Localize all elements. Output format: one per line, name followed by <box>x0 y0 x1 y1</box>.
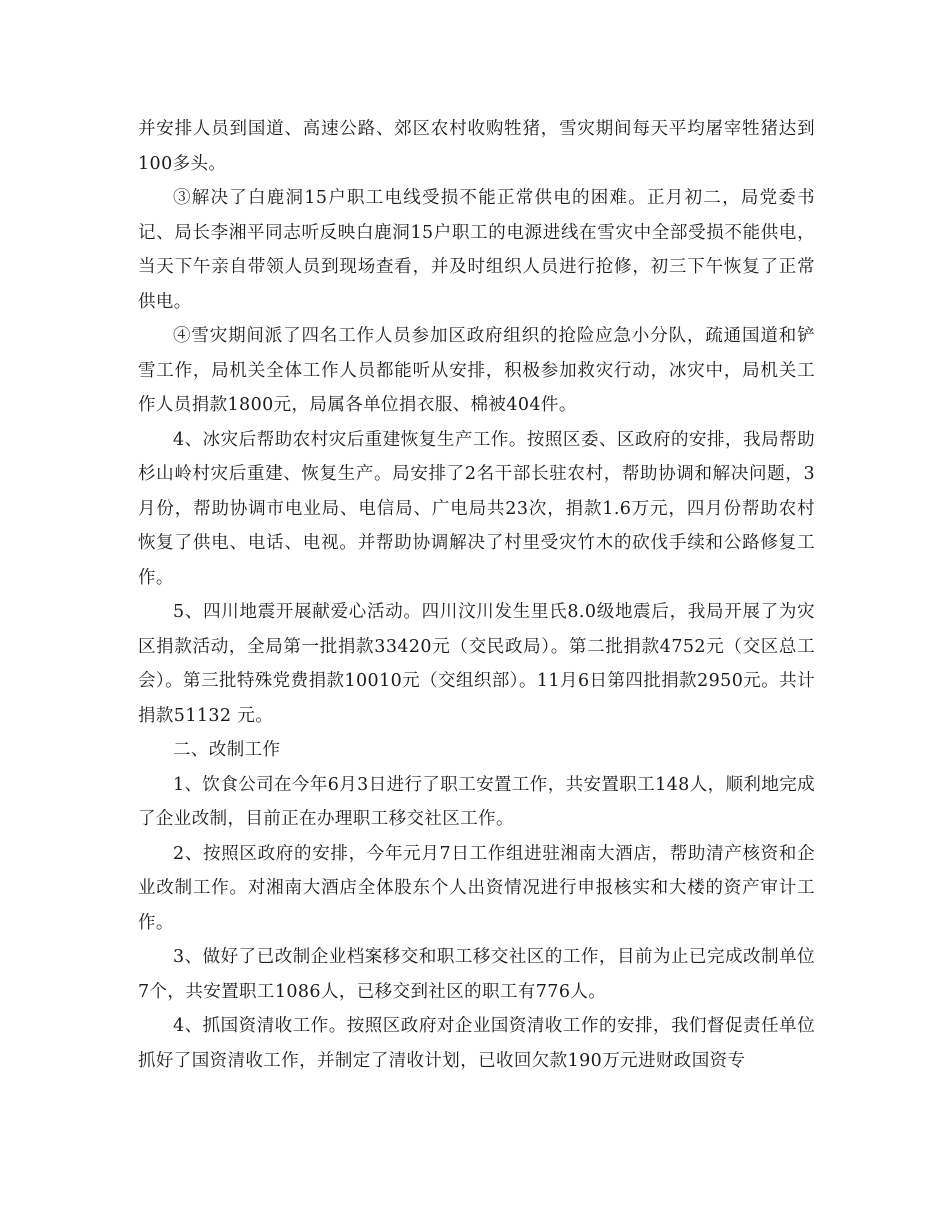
paragraph-9: 3、做好了已改制企业档案移交和职工移交社区的工作，目前为止已完成改制单位7个，共安置职工1086人，已移交到社区的职工有776人。 <box>138 947 815 1002</box>
paragraph-1: 并安排人员到国道、高速公路、郊区农村收购牲猪，雪灾期间每天平均屠宰牲猪达到100多头。 <box>138 119 815 174</box>
paragraph-4: 4、冰灾后帮助农村灾后重建恢复生产工作。按照区委、区政府的安排，我局帮助杉山岭村灾后重建、恢复生产。局安排了2名干部长驻农村，帮助协调和解决问题，3月份，帮助协调市电业局、电信局、广电局共23次，捐款1.6万元，四月份帮助农村恢复了供电、电话、电视。并帮助协调解决了村里受灾竹木的砍伐手续和公路修复工作。 <box>138 429 815 588</box>
paragraph-3: ④雪灾期间派了四名工作人员参加区政府组织的抢险应急小分队，疏通国道和铲雪工作，局机关全体工作人员都能听从安排，积极参加救灾行动，冰灾中，局机关工作人员捐款1800元，局属各单位捐衣服、棉被404件。 <box>138 326 815 415</box>
paragraph-10: 4、抓国资清收工作。按照区政府对企业国资清收工作的安排，我们督促责任单位抓好了国资清收工作，并制定了清收计划，已收回欠款190万元进财政国资专 <box>138 1016 815 1071</box>
section-heading: 二、改制工作 <box>173 740 281 760</box>
paragraph-7: 1、饮食公司在今年6月3日进行了职工安置工作，共安置职工148人，顺利地完成了企业改制，目前正在办理职工移交社区工作。 <box>138 774 816 829</box>
paragraph-5: 5、四川地震开展献爱心活动。四川汶川发生里氏8.0级地震后，我局开展了为灾区捐款活动，全局第一批捐款33420元（交民政局）。第二批捐款4752元（交区总工会）。第三批特殊党费捐款10010元（交组织部）。11月6日第四批捐款2950元。共计捐款51132 元。 <box>138 602 815 726</box>
paragraph-2: ③解决了白鹿洞15户职工电线受损不能正常供电的困难。正月初二，局党委书记、局长李湘平同志听反映白鹿洞15户职工的电源进线在雪灾中全部受损不能供电，当天下午亲自带领人员到现场查看，并及时组织人员进行抢修，初三下午恢复了正常供电。 <box>138 188 815 312</box>
document-body <box>138 112 815 1078</box>
paragraph-8: 2、按照区政府的安排，今年元月7日工作组进驻湘南大酒店，帮助清产核资和企业改制工作。对湘南大酒店全体股东个人出资情况进行申报核实和大楼的资产审计工作。 <box>138 843 815 933</box>
